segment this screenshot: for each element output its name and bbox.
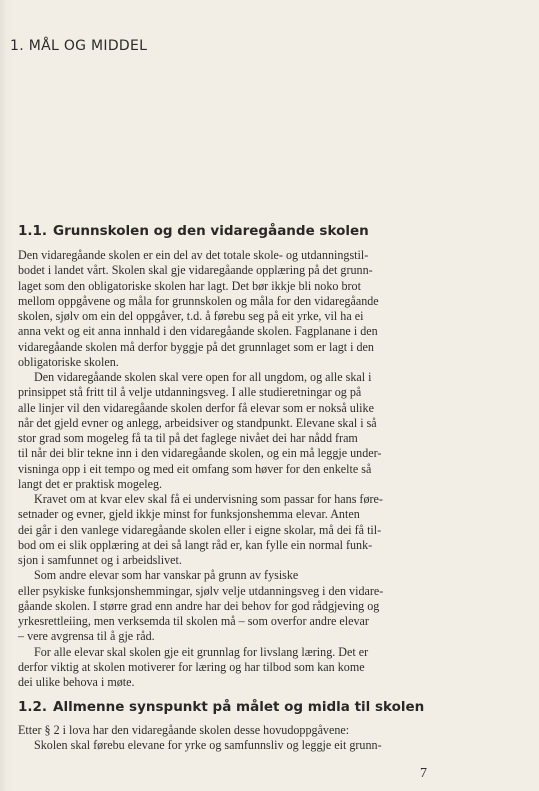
text-line: derfor viktig at skolen motiverer for læring og har tilbod som kan kome (18, 659, 365, 674)
text-line: Den vidaregåande skolen skal vere open for all ungdom, og alle skal i (34, 370, 372, 384)
section-heading-1-1 (18, 223, 369, 239)
text-line: alle linjer vil den vidaregåande skolen derfor få elevar som er nokså ulike (18, 400, 374, 415)
text-line: til når dei blir tekne inn i den vidaregåande skolen, og ein må leggje under- (18, 446, 382, 461)
text-line: skolen, sjølv om ein del oppgåver, t.d. å førebu seg på eit yrke, vil ha ei (18, 309, 364, 323)
text-line: – vere avgrensa til å gje råd. (18, 629, 155, 644)
text-line: For alle elevar skal skolen gje eit grunnlag for livslang læring. Det er (34, 644, 369, 659)
text-line: bod om ei slik opplæring at dei så langt råd er, kan fylle ein normal funk- (18, 537, 373, 552)
text-line: dei går i den vanlege vidaregåande skolen eller i eigne skolar, må dei få til- (18, 522, 382, 537)
text-line: langt det er praktisk mogeleg. (18, 476, 163, 491)
text-line: anna vekt og eit anna innhald i den vidaregåande skolen. Fagplanane i den (18, 324, 378, 339)
text-line: prinsippet stå fritt til å velje utdanningsveg. I alle studieretningar og på (18, 385, 362, 400)
text-line: bodet i landet vårt. Skolen skal gje vidaregåande opplæring på det grunn- (18, 263, 373, 278)
text-line: eller psykiske funksjonshemmingar, sjølv velje utdanningsveg i den vidare- (18, 583, 384, 598)
text-line: Den vidaregåande skolen er ein del av det totale skole- og utdanningstil- (18, 248, 369, 262)
text-line: mellom oppgåvene og måla for grunnskolen og måla for den vidaregåande (18, 293, 379, 308)
section-number: 1.2. (18, 699, 48, 715)
text-line: Etter § 2 i lova har den vidaregåande skolen desse hovudoppgåvene: (18, 723, 350, 737)
section-number: 1.1. (18, 223, 48, 239)
section-1-2-body (18, 723, 426, 754)
page-number: 7 (420, 766, 427, 781)
text-line: yrkesrettleiing, men verksemda til skolen må – som overfor andre elevar (18, 614, 369, 628)
text-line: laget som den obligatoriske skolen har lagt. Det bør ikkje bli noko brot (18, 278, 361, 293)
text-line: dei ulike behova i møte. (18, 675, 135, 689)
text-line: Kravet om at kvar elev skal få ei undervisning som passar for hans føre- (34, 492, 383, 506)
text-line: Som andre elevar som har vanskar på grunn av fysiske (34, 568, 299, 583)
text-line: vidaregåande skolen må derfor byggje på det grunnlaget som er lagt i den (18, 339, 374, 354)
text-line: obligatoriske skolen. (18, 354, 119, 369)
text-line: Skolen skal førebu elevane for yrke og samfunnsliv og leggje eit grunn- (34, 738, 382, 753)
text-line: setnader og evner, gjeld ikkje minst for funksjonshemma elevar. Anten (18, 507, 360, 522)
text-line: når det gjeld evner og anlegg, arbeidsiver og standpunkt. Elevane skal i så (18, 415, 377, 430)
chapter-heading: 1. MÅL OG MIDDEL (10, 38, 148, 54)
section-title: Grunnskolen og den vidaregåande skolen (53, 223, 369, 239)
text-line: visninga opp i eit tempo og med eit omfang som høver for den enkelte så (18, 461, 372, 476)
text-line: stor grad som mogeleg få ta til på det faglege nivået dei har nådd fram (18, 431, 358, 445)
section-1-1-body (18, 248, 426, 690)
text-line: sjon i samfunnet og i arbeidslivet. (18, 553, 182, 567)
section-heading-1-2 (18, 699, 424, 715)
text-line: gåande skolen. I større grad enn andre har dei behov for god rådgjeving og (18, 598, 380, 613)
section-title: Allmenne synspunkt på målet og midla til skolen (53, 699, 425, 715)
